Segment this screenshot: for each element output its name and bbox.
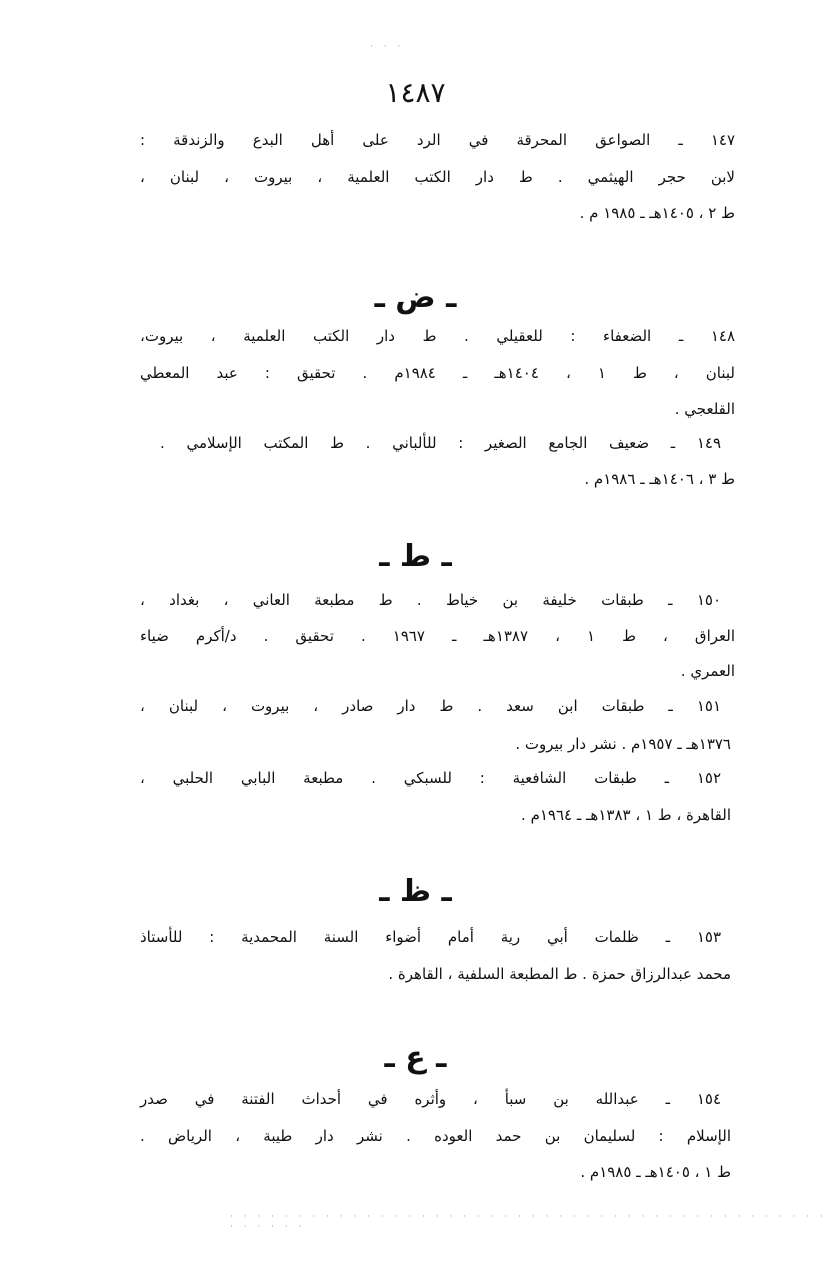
entry-148-line-2: لبنان ، ط ١ ، ١٤٠٤هـ ـ ١٩٨٤م . تحقيق : عبد المعطي [140,364,735,382]
entry-154-line-3: ط ١ ، ١٤٠٥هـ ـ ١٩٨٥م . [580,1163,731,1181]
entry-152-line-2: القاهرة ، ط ١ ، ١٣٨٣هـ ـ ١٩٦٤م . [521,806,731,824]
entry-150-line-2: العراق ، ط ١ ، ١٣٨٧هـ ـ ١٩٦٧ . تحقيق . د/أكرم ضياء [140,627,735,645]
entry-149-line-1: ١٤٩ ـ ضعيف الجامع الصغير : للألباني . ط المكتب الإسلامي . [160,434,721,452]
entry-154-line-1: ١٥٤ ـ عبدالله بن سبأ ، وأثره في أحداث الفتنة في صدر [140,1090,721,1108]
entry-147-line-3: ط ٢ ، ١٤٠٥هـ ـ ١٩٨٥ م . [579,204,735,222]
entry-152-line-1: ١٥٢ ـ طبقات الشافعية : للسبكي . مطبعة البابي الحلبي ، [140,769,721,787]
entry-150-line-1: ١٥٠ ـ طبقات خليفة بن خياط . ط مطبعة العاني ، بغداد ، [140,591,721,609]
page-number: ١٤٨٧ [385,76,446,109]
entry-150-line-3: العمري . [680,662,735,680]
scan-dots-bottom: · · · · · · · · · · · · · · · · · · · · · · · · · · · · · · · · · · · · · · · · · · · · · · · · · · [230,1212,827,1232]
entry-147-line-1: ١٤٧ ـ الصواعق المحرقة في الرد على أهل البدع والزندقة : [140,131,735,149]
entry-147-line-2: لابن حجر الهيثمي . ط دار الكتب العلمية ، بيروت ، لبنان ، [140,168,735,186]
entry-148-line-3: القلعجي . [674,400,735,418]
entry-154-line-2: الإسلام : لسليمان بن حمد العوده . نشر دار طيبة ، الرياض . [140,1127,731,1145]
entry-149-line-2: ط ٣ ، ١٤٠٦هـ ـ ١٩٨٦م . [584,470,735,488]
entry-153-line-2: محمد عبدالرزاق حمزة . ط المطبعة السلفية ، القاهرة . [388,965,731,983]
entry-148-line-1: ١٤٨ ـ الضعفاء : للعقيلي . ط دار الكتب العلمية ، بيروت، [140,327,735,345]
entry-151-line-2: ١٣٧٦هـ ـ ١٩٥٧م . نشر دار بيروت . [515,735,731,753]
section-heading-dad: ـ ض ـ [374,280,457,315]
section-heading-za: ـ ظ ـ [379,874,452,909]
section-heading-ta: ـ ط ـ [379,539,452,574]
section-heading-ain: ـ ع ـ [384,1040,447,1075]
entry-151-line-1: ١٥١ ـ طبقات ابن سعد . ط دار صادر ، بيروت ، لبنان ، [140,697,721,715]
entry-153-line-1: ١٥٣ ـ ظلمات أبي رية أمام أضواء السنة المحمدية : للأستاذ [140,928,721,946]
scan-dots-top: · · · [370,42,405,52]
